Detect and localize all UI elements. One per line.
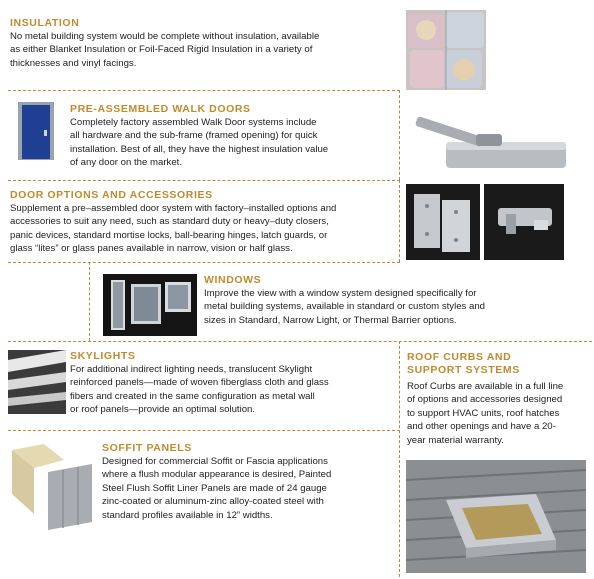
text-line: standard profiles available in 12” widths.: [102, 509, 273, 521]
text-line: Roof Curbs are available in a full line: [407, 381, 564, 392]
soffit-panels-image: [8, 442, 98, 534]
text-line: Improve the view with a window system designed specifically for: [204, 288, 477, 299]
insulation-title: INSULATION: [10, 17, 80, 29]
text-line: reinforced panels—made of woven fiberglass cloth and glass: [70, 377, 329, 389]
soffit-section: [102, 442, 400, 522]
divider-5: [8, 430, 400, 431]
text-line: year material warranty.: [407, 434, 504, 446]
skylights-body: [70, 363, 400, 417]
door-options-title: DOOR OPTIONS AND ACCESSORIES: [10, 189, 213, 201]
windows-image: [103, 274, 197, 336]
divider-1: [8, 90, 400, 91]
door-closer-image: [406, 96, 586, 180]
hinges-image: [406, 184, 480, 260]
text-line: fibers and created in the same configuration as metal wall: [70, 390, 315, 402]
text-line: and other openings and have a 20-: [407, 421, 556, 433]
text-line: as either Blanket Insulation or Foil-Faced Rigid Insulation in a variety of: [10, 44, 313, 56]
soffit-body: [102, 455, 400, 522]
text-line: For additional indirect lighting needs, translucent Skylight: [70, 364, 313, 375]
text-line: metal building systems, available in standard or custom styles and: [204, 301, 486, 313]
divider-4: [8, 341, 592, 342]
windows-body: [204, 287, 504, 327]
roof-curbs-body: [407, 380, 587, 447]
title-line: ROOF CURBS AND: [407, 351, 512, 363]
text-line: of any door on the market.: [70, 157, 182, 169]
roof-curb-image: [406, 460, 586, 573]
text-line: Designed for commercial Soffit or Fascia applications: [102, 456, 328, 467]
windows-section: [204, 274, 504, 327]
skylights-image: [8, 350, 66, 414]
title-line: SUPPORT SYSTEMS: [407, 364, 520, 376]
door-options-body: [10, 202, 400, 256]
divider-v-4: [89, 262, 90, 341]
text-line: or roof panels—provide an optimal solution.: [70, 404, 256, 416]
soffit-title: SOFFIT PANELS: [102, 442, 192, 454]
insulation-section: [10, 17, 400, 70]
text-line: thicknesses and vinyl facings.: [10, 57, 137, 69]
walk-doors-section: [70, 103, 400, 170]
windows-title: WINDOWS: [204, 274, 262, 286]
text-line: zinc-coated or aluminum-zinc alloy-coated steel with: [102, 496, 324, 508]
divider-2: [8, 180, 400, 181]
text-line: to support HVAC units, roof hatches: [407, 407, 560, 419]
walk-doors-body: [70, 116, 400, 170]
skylights-title: SKYLIGHTS: [70, 350, 136, 362]
text-line: Steel Flush Soffit Liner Panels are made of 24 gauge: [102, 482, 327, 494]
latch-guard-image: [484, 184, 564, 260]
insulation-rolls-image: [406, 10, 486, 90]
walk-door-image: [16, 100, 56, 162]
text-line: installation. Best of all, they have the highest insulation value: [70, 143, 329, 155]
text-line: Completely factory assembled Walk Door systems include: [70, 117, 317, 128]
walk-doors-title: PRE-ASSEMBLED WALK DOORS: [70, 103, 251, 115]
text-line: No metal building system would be complete without insulation, available: [10, 31, 320, 42]
roof-curbs-section: [407, 351, 587, 447]
skylights-section: [70, 350, 400, 417]
text-line: glass “lites” or glass panes available in narrow, vision or half glass.: [10, 243, 293, 255]
text-line: panic devices, standard mortise locks, ball-bearing hinges, latch guards, or: [10, 229, 328, 241]
text-line: where a flush modular appearance is desired, Painted: [102, 469, 332, 481]
text-line: sizes in Standard, Narrow Light, or Thermal Barrier options.: [204, 314, 457, 326]
door-options-section: [10, 189, 400, 256]
text-line: Supplement a pre–assembled door system with factory–installed options and: [10, 203, 337, 214]
insulation-body: [10, 30, 400, 70]
roof-curbs-title: [407, 351, 587, 377]
text-line: all hardware and the sub-frame (framed opening) for quick: [70, 130, 318, 142]
text-line: of options and accessories designed: [407, 394, 563, 406]
divider-3: [8, 262, 400, 263]
text-line: accessories to suit any need, such as standard duty or heavy–duty closers,: [10, 216, 329, 228]
